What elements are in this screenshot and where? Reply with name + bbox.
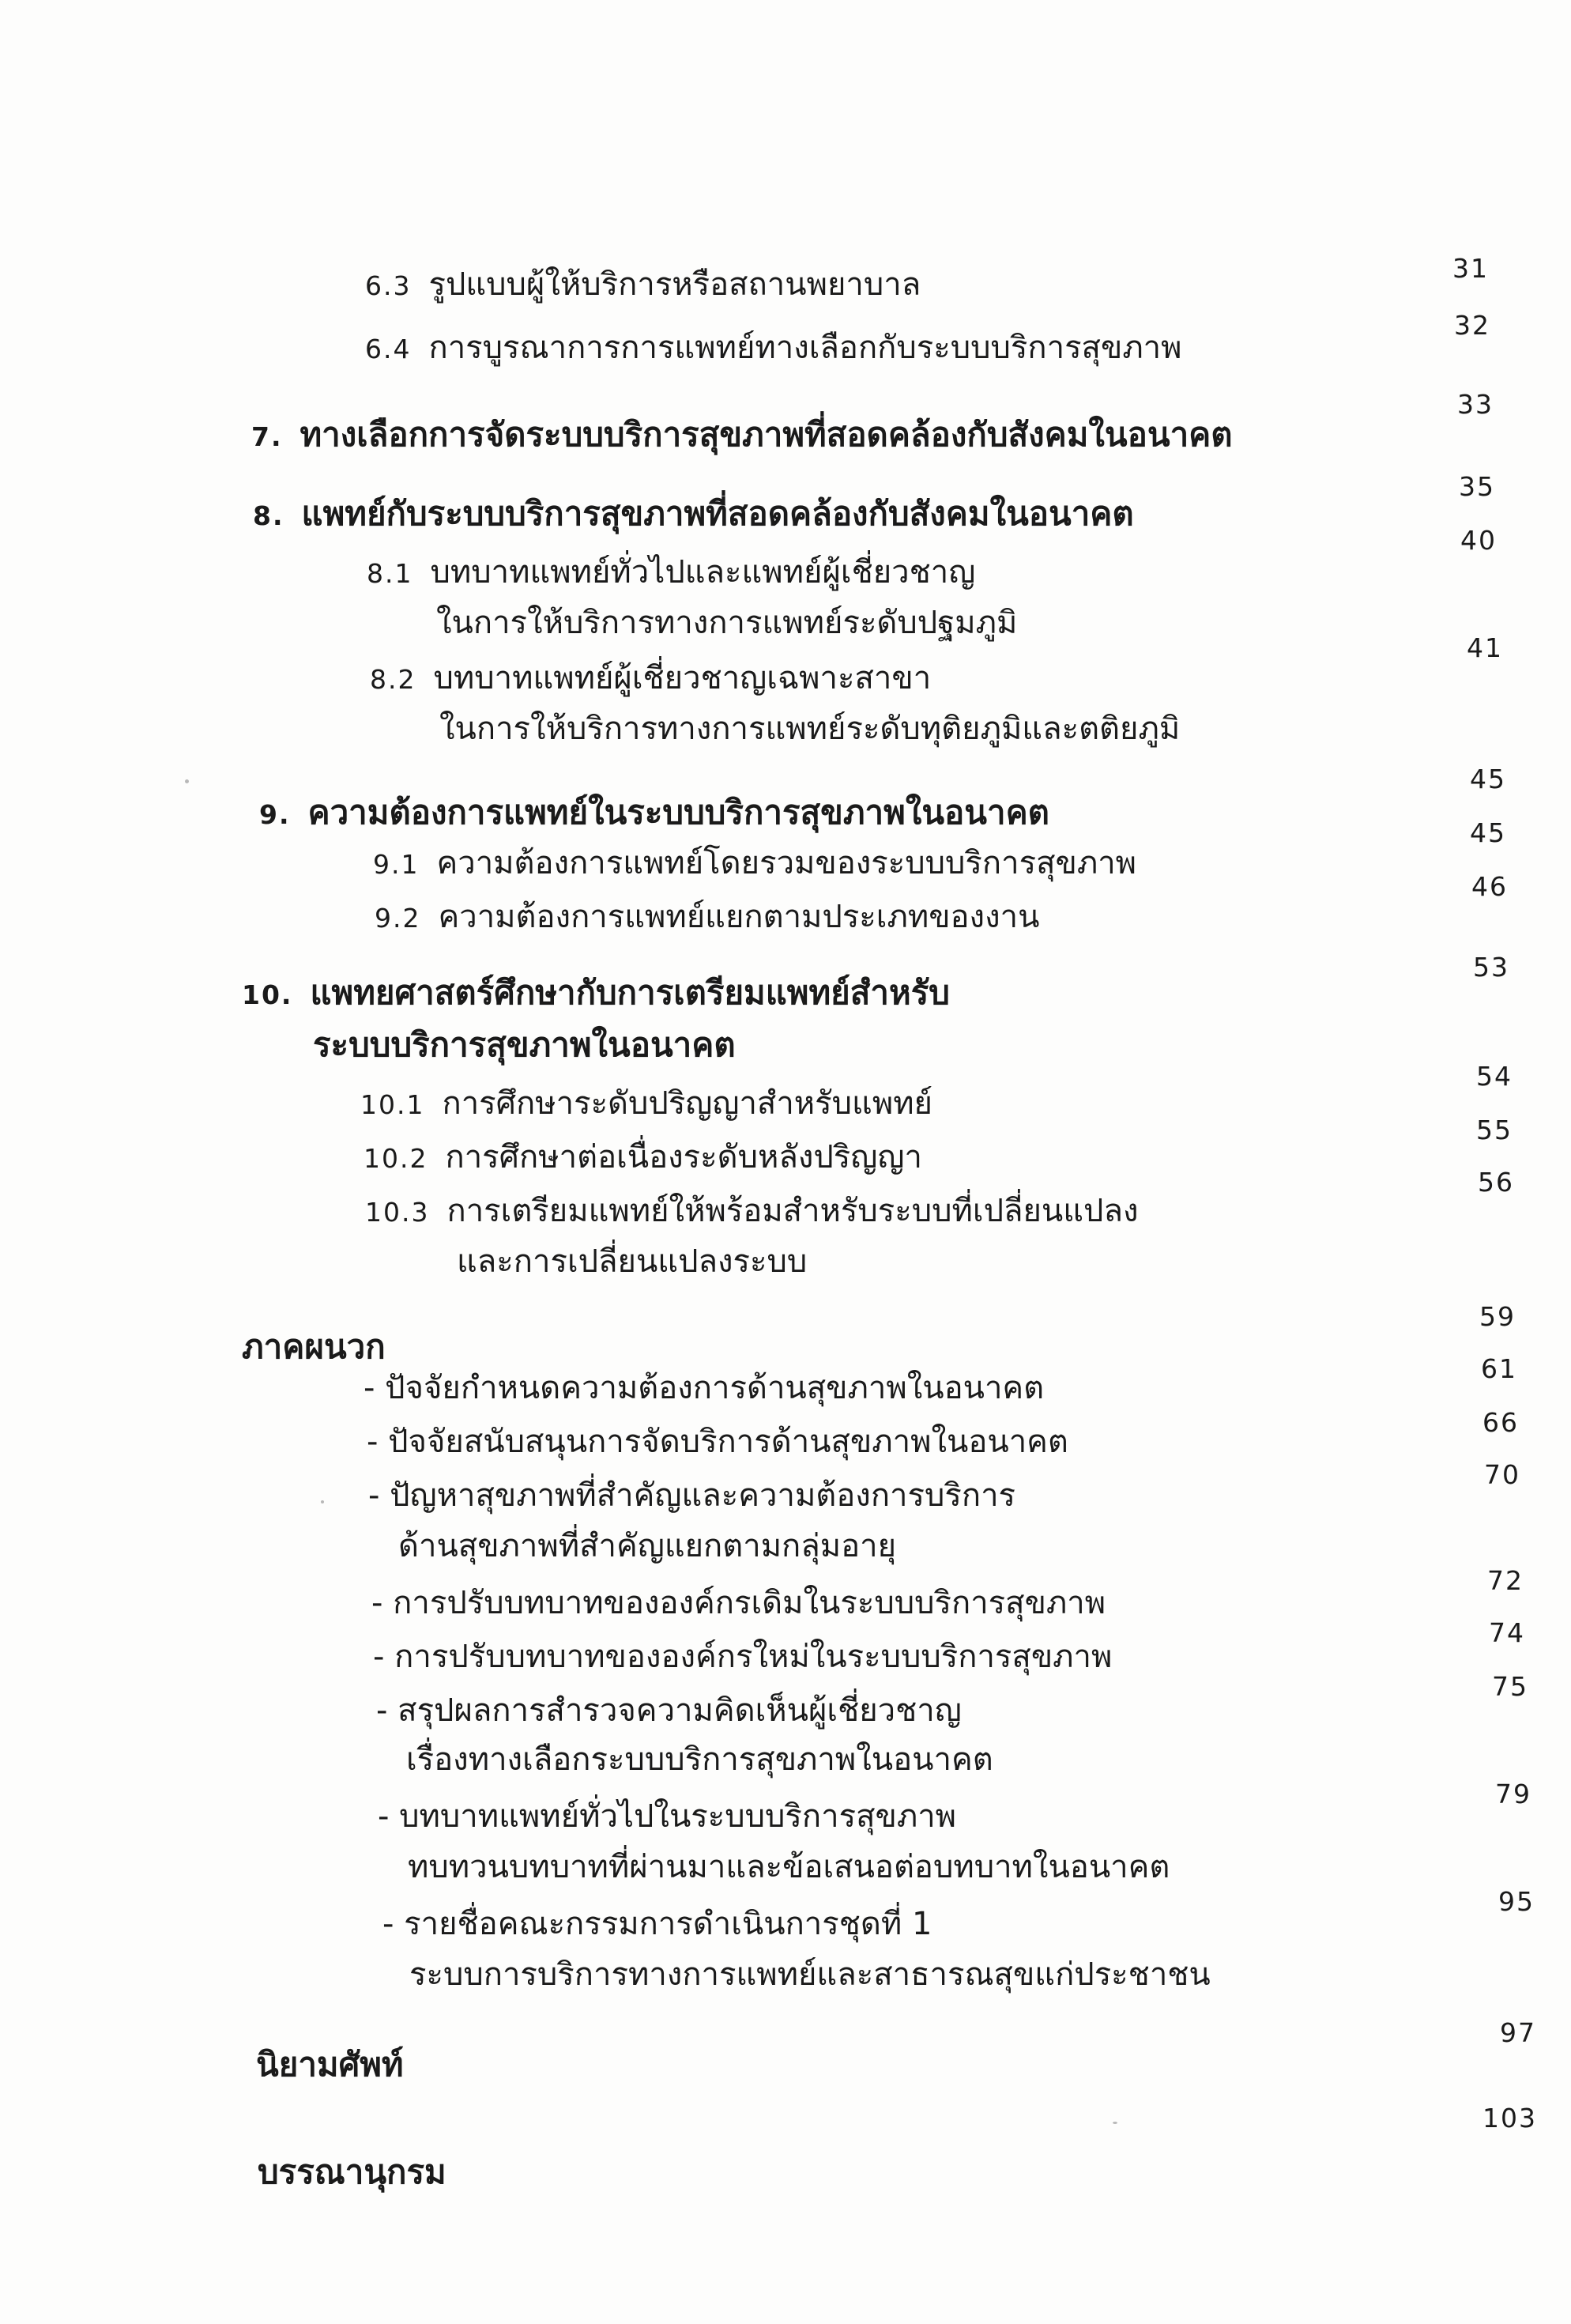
page-number: 61 bbox=[1481, 1353, 1517, 1384]
section-title: การศึกษาต่อเนื่องระดับหลังปริญญา bbox=[445, 1139, 922, 1175]
scan-speck bbox=[321, 1500, 324, 1503]
section-number: 6.4 bbox=[365, 334, 412, 364]
appendix-item: - ปัจจัยสนับสนุนการจัดบริการด้านสุขภาพในอนาคต bbox=[367, 1424, 1068, 1460]
section-title-continued: และการเปลี่ยนแปลงระบบ bbox=[457, 1243, 808, 1280]
page-number: 70 bbox=[1484, 1459, 1520, 1490]
page-number: 74 bbox=[1489, 1617, 1525, 1648]
page-number: 40 bbox=[1460, 525, 1497, 556]
glossary-heading: นิยามศัพท์ bbox=[256, 2045, 404, 2084]
appendix-item: - ปัญหาสุขภาพที่สำคัญและความต้องการบริการ bbox=[368, 1477, 1016, 1514]
scan-speck bbox=[185, 779, 189, 783]
appendix-item: - การปรับบทบาทขององค์กรใหม่ในระบบบริการสุขภาพ bbox=[373, 1639, 1113, 1675]
toc-entry-8-1 bbox=[367, 553, 975, 593]
toc-entry-9 bbox=[259, 794, 1049, 834]
page-number: 31 bbox=[1452, 253, 1489, 284]
page-number: 75 bbox=[1492, 1671, 1528, 1702]
page-number: 46 bbox=[1471, 871, 1508, 902]
appendix-heading: ภาคผนวก bbox=[242, 1327, 386, 1366]
page-number: 41 bbox=[1467, 632, 1503, 663]
scan-speck bbox=[1113, 2122, 1117, 2124]
section-title: บทบาทแพทย์ผู้เชี่ยวชาญเฉพาะสาขา bbox=[433, 660, 932, 696]
page-number: 97 bbox=[1500, 2017, 1536, 2048]
section-number: 10. bbox=[242, 979, 293, 1010]
section-title: การเตรียมแพทย์ให้พร้อมสำหรับระบบที่เปลี่ยนแปลง bbox=[446, 1193, 1139, 1229]
section-title: ความต้องการแพทย์แยกตามประเภทของงาน bbox=[438, 899, 1040, 935]
section-title: แพทย์กับระบบบริการสุขภาพที่สอดคล้องกับสังคมในอนาคต bbox=[301, 494, 1134, 533]
toc-entry-9-2 bbox=[375, 898, 1039, 938]
section-title: ความต้องการแพทย์โดยรวมของระบบบริการสุขภาพ bbox=[436, 845, 1137, 881]
toc-entry-10-1 bbox=[360, 1085, 932, 1124]
section-title-continued: ในการให้บริการทางการแพทย์ระดับปฐมภูมิ bbox=[436, 605, 1018, 641]
page-number: 45 bbox=[1470, 764, 1506, 794]
appendix-item: - บทบาทแพทย์ทั่วไปในระบบบริการสุขภาพ bbox=[378, 1798, 957, 1835]
section-title-continued: ในการให้บริการทางการแพทย์ระดับทุติยภูมิและตติยภูมิ bbox=[439, 711, 1181, 747]
toc-entry-6-3 bbox=[365, 266, 921, 305]
toc-entry-6-4 bbox=[365, 329, 1182, 368]
page-number: 72 bbox=[1487, 1565, 1524, 1596]
page-number: 53 bbox=[1473, 952, 1509, 983]
section-title: ความต้องการแพทย์ในระบบบริการสุขภาพในอนาคต bbox=[307, 793, 1049, 832]
appendix-item: - ปัจจัยกำหนดความต้องการด้านสุขภาพในอนาคต bbox=[364, 1370, 1045, 1406]
appendix-item-continued: ด้านสุขภาพที่สำคัญแยกตามกลุ่มอายุ bbox=[398, 1528, 897, 1564]
page-number: 56 bbox=[1478, 1167, 1514, 1198]
toc-entry-10-2 bbox=[364, 1138, 922, 1178]
appendix-item: - สรุปผลการสำรวจความคิดเห็นผู้เชี่ยวชาญ bbox=[376, 1692, 962, 1729]
page-number: 45 bbox=[1470, 817, 1506, 848]
section-number: 9.1 bbox=[373, 849, 420, 880]
page-number: 33 bbox=[1457, 389, 1494, 420]
bibliography-heading: บรรณานุกรม bbox=[258, 2152, 446, 2191]
toc-entry-8-2 bbox=[370, 659, 931, 699]
toc-entry-9-1 bbox=[373, 844, 1136, 884]
section-number: 10.3 bbox=[365, 1197, 430, 1228]
section-title: ทางเลือกการจัดระบบบริการสุขภาพที่สอดคล้องกับสังคมในอนาคต bbox=[300, 415, 1233, 454]
page-number: 55 bbox=[1476, 1115, 1513, 1145]
section-number: 10.1 bbox=[360, 1089, 425, 1120]
section-number: 7. bbox=[251, 421, 283, 452]
section-title: การบูรณาการการแพทย์ทางเลือกกับระบบบริการสุขภาพ bbox=[428, 330, 1182, 366]
section-title: บทบาทแพทย์ทั่วไปและแพทย์ผู้เชี่ยวชาญ bbox=[430, 554, 976, 590]
section-title: การศึกษาระดับปริญญาสำหรับแพทย์ bbox=[442, 1085, 932, 1122]
appendix-item: - รายชื่อคณะกรรมการดำเนินการชุดที่ 1 bbox=[382, 1906, 932, 1942]
section-number: 10.2 bbox=[364, 1143, 428, 1174]
section-title: รูปแบบผู้ให้บริการหรือสถานพยาบาล bbox=[428, 266, 921, 303]
page-number: 54 bbox=[1476, 1061, 1513, 1092]
section-number: 9. bbox=[259, 799, 291, 830]
section-number: 9.2 bbox=[375, 903, 421, 934]
appendix-item-continued: ทบทวนบทบาทที่ผ่านมาและข้อเสนอต่อบทบาทในอนาคต bbox=[408, 1849, 1170, 1885]
page-number: 66 bbox=[1482, 1407, 1519, 1438]
section-title-continued: ระบบบริการสุขภาพในอนาคต bbox=[313, 1025, 736, 1064]
page-number: 103 bbox=[1482, 2103, 1537, 2133]
section-number: 8.2 bbox=[370, 664, 416, 695]
section-number: 6.3 bbox=[365, 270, 412, 301]
page-number: 35 bbox=[1459, 471, 1495, 502]
page-number: 79 bbox=[1495, 1779, 1531, 1809]
appendix-item-continued: ระบบการบริการทางการแพทย์และสาธารณสุขแก่ประชาชน bbox=[409, 1956, 1211, 1993]
toc-entry-10-3 bbox=[365, 1192, 1138, 1232]
section-title: แพทยศาสตร์ศึกษากับการเตรียมแพทย์สำหรับ bbox=[310, 973, 950, 1012]
page-number: 32 bbox=[1454, 310, 1490, 341]
page-number: 59 bbox=[1479, 1301, 1516, 1332]
page-number: 95 bbox=[1498, 1886, 1535, 1917]
toc-entry-7 bbox=[251, 416, 1233, 456]
section-number: 8. bbox=[253, 500, 284, 531]
appendix-item-continued: เรื่องทางเลือกระบบบริการสุขภาพในอนาคต bbox=[406, 1741, 993, 1778]
toc-entry-8 bbox=[253, 495, 1134, 535]
appendix-item: - การปรับบทบาทขององค์กรเดิมในระบบบริการสุขภาพ bbox=[371, 1585, 1106, 1621]
toc-entry-10 bbox=[242, 974, 950, 1014]
section-number: 8.1 bbox=[367, 558, 413, 589]
